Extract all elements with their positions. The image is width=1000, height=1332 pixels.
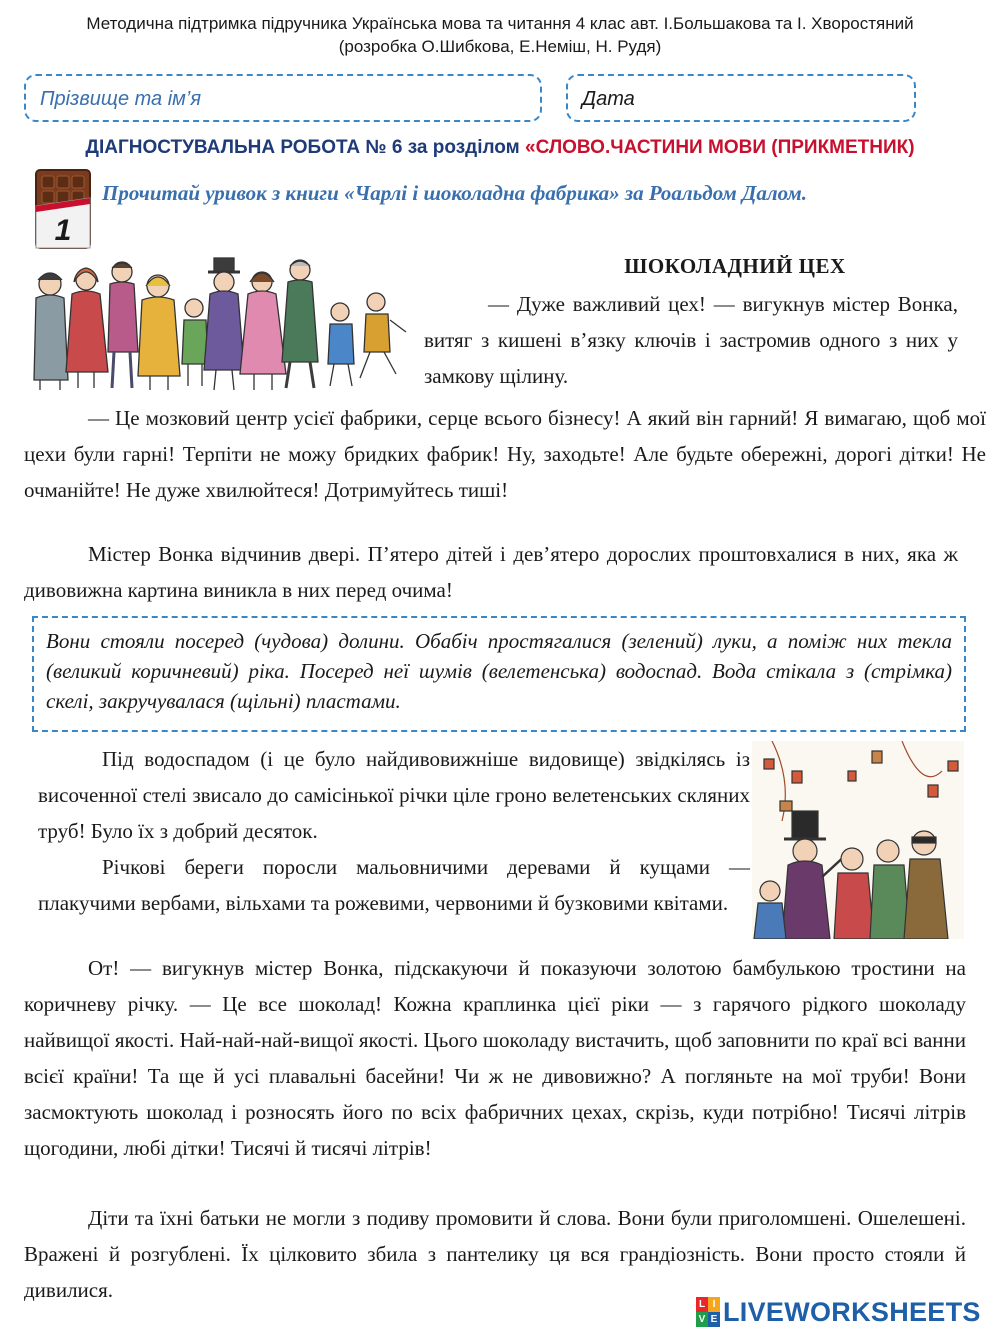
figure-tall-man [108, 262, 138, 388]
paragraph-3: Містер Вонка відчинив двері. П’ятеро дітей і дев’ятеро дорослих проштовхалися в них, яка ж дивовижна картина виникла в них перед очима! [24, 542, 958, 602]
badge-letter: V [696, 1312, 708, 1327]
date-input[interactable] [566, 74, 916, 122]
figure-man-left [34, 273, 68, 390]
paragraph-7: Діти та їхні батьки не могли з подиву промовити й слова. Вони були приголомшені. Ошелешені. Вражені й розгублені. Їх цілковито збила з пантелику ця вся грандіозність. Вони просто стояли й дивилися. [24, 1206, 966, 1302]
figure-child-running [360, 293, 406, 378]
crowd-illustration [24, 252, 414, 392]
liveworksheets-logo[interactable] [696, 1295, 981, 1329]
figure-child-green [182, 299, 208, 386]
figure-old-man [282, 260, 318, 388]
exercise-text: Вони стояли посеред (чудова) долини. Обабіч простягалися (зелений) луки, а поміж них текла (великий коричневий) ріка. Посеред неї шумів (велетенська) водоспад. Вода стікала з (стрімка) скелі, закручувалася (щільні) пластами. [46, 629, 952, 713]
badge-letter: L [696, 1297, 708, 1312]
worksheet-title [0, 137, 1000, 159]
badge-letter: I [708, 1297, 720, 1312]
name-input[interactable] [24, 74, 542, 122]
badge-letter: E [708, 1312, 720, 1327]
chocolate-bar-icon [34, 168, 92, 250]
wonka-illustration [752, 741, 964, 939]
task-number: 1 [54, 214, 72, 247]
section-heading: ШОКОЛАДНИЙ ЦЕХ [624, 254, 846, 278]
title-prefix: ДІАГНОСТУВАЛЬНА РОБОТА № 6 за розділом [85, 137, 520, 158]
figure-woman-yellow [138, 275, 180, 390]
brand-name: LIVEWORKSHEETS [723, 1296, 981, 1327]
paragraph-5: Річкові береги поросли мальовничими деревами й кущами — плакучими вербами, вільхами та рожевими, червоними й бузковими квітами. [38, 855, 750, 915]
liveworksheets-badge-icon [696, 1297, 720, 1327]
paragraph-2: — Це мозковий центр усієї фабрики, серце всього бізнесу! А який він гарний! Я вимагаю, щоб мої цехи були гарні! Терпіти не можу бридких фабрик! Ну, заходьте! Але будьте обережні, дорогі дітки! Не очманійте! Не дуже хвилюйтеся! Дотримуйтесь тиші! [24, 406, 986, 502]
paragraph-4: Під водоспадом (і це було найдивовижніше видовище) звідкілясь із височенної стелі звисало до самісінької річки ціле гроно велетенських скляних труб! Було їх з добрий десяток. [38, 747, 750, 843]
figure-child-blue [328, 303, 354, 386]
header-credits-line: Методична підтримка підручника Українська мова та читання 4 клас авт. І.Большакова та І. Хворостяний [86, 14, 914, 33]
date-label: Дата [582, 88, 635, 110]
figure-woman-red [66, 268, 108, 388]
figure-woman-pink [240, 272, 286, 390]
figure-man-hat [204, 258, 244, 390]
task-instruction: Прочитай уривок з книги «Чарлі і шоколадна фабрика» за Роальдом Далом. [102, 181, 808, 205]
name-placeholder: Прізвище та ім’я [40, 88, 202, 110]
header-authors-line: (розробка О.Шибкова, Е.Неміш, Н. Рудя) [338, 37, 662, 56]
paragraph-1: — Дуже важливий цех! — вигукнув містер Вонка, витяг з кишені в’язку ключів і застромив одного з них у замкову щілину. [424, 292, 958, 388]
paragraph-6: От! — вигукнув містер Вонка, підскакуючи й показуючи золотою бамбулькою тростини на коричневу річку. — Це все шоколад! Кожна краплинка цієї ріки — з гарячого рідкого шоколаду найвищої якості. Най-най-най-вищої якості. Цього шоколаду вистачить, щоб заповнити по краї всі ванни всієї країни! Та ще й усі плавальні басейни! Чи ж не дивовижно? А погляньте на мої труби! Вони засмоктують шоколад і розносять його по всіх фабричних цехах, скрізь, куди потрібно! Тисячі літрів щогодини, любі дітки! Тисячі й тисячі літрів! [24, 956, 966, 1160]
title-section: «СЛОВО.ЧАСТИНИ МОВИ (ПРИКМЕТНИК) [525, 137, 915, 158]
